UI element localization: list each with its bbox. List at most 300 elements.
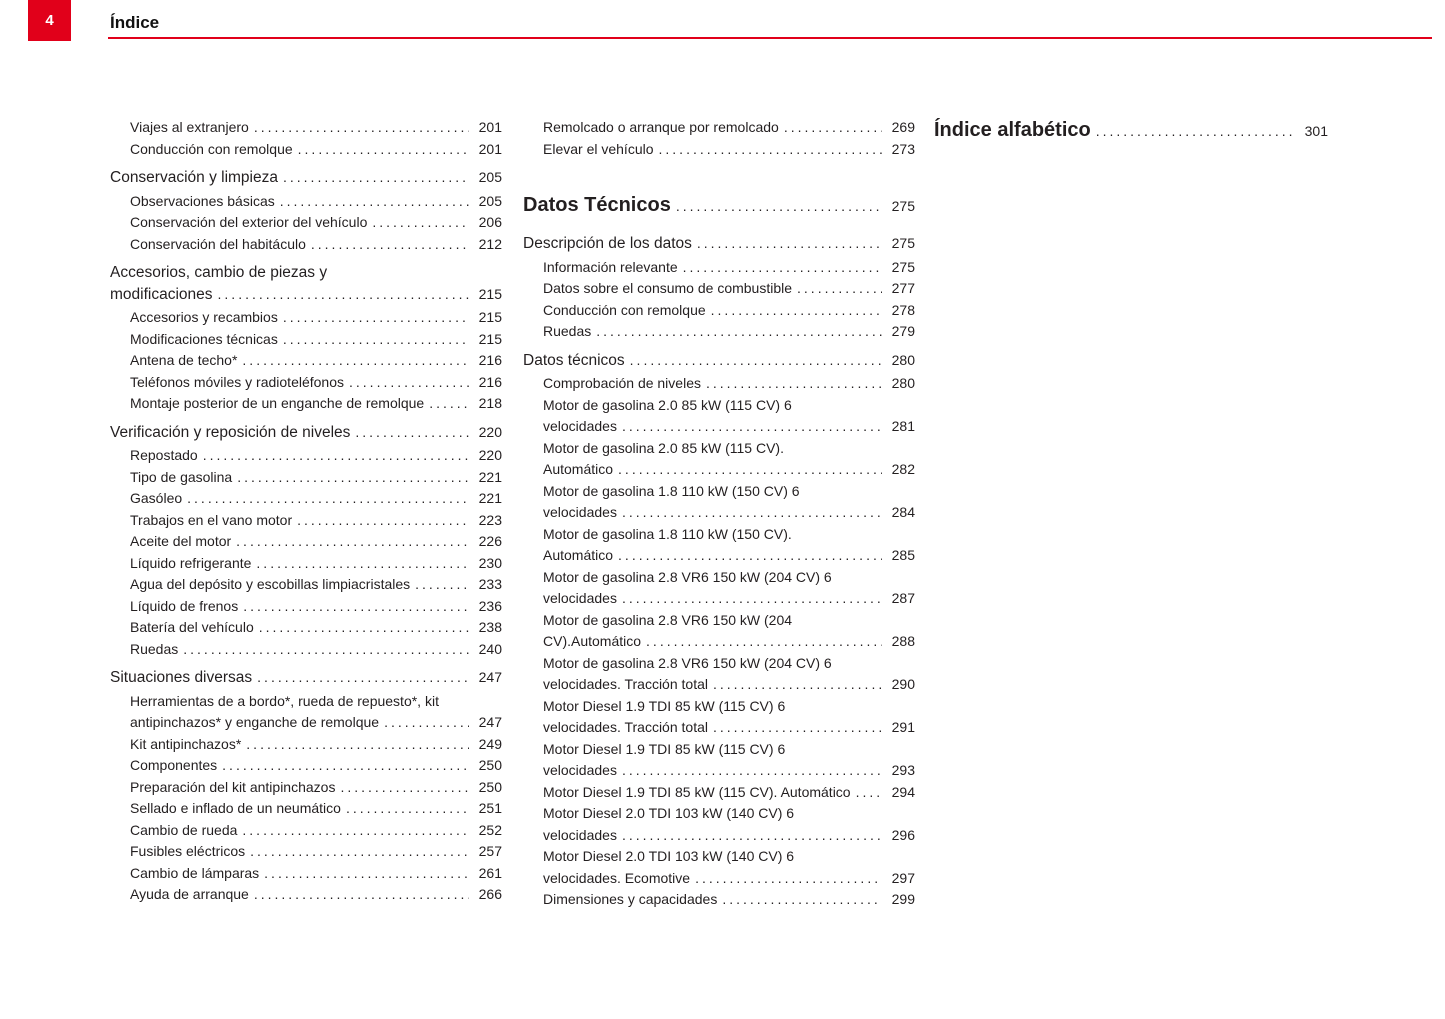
dot-leader	[676, 192, 882, 219]
dot-leader	[355, 422, 469, 444]
toc-page-number: 223	[478, 511, 502, 528]
dot-leader	[203, 445, 469, 467]
toc-page-number: 275	[891, 235, 915, 251]
toc-entry	[110, 798, 502, 820]
toc-page-number: 269	[891, 119, 915, 135]
dot-leader	[340, 777, 469, 799]
toc-entry-row	[130, 212, 502, 234]
dot-leader	[706, 373, 882, 395]
toc-page-number: 215	[478, 285, 502, 302]
toc-entry	[934, 117, 1328, 144]
toc-page-number: 247	[478, 714, 502, 730]
toc-page-number: 226	[478, 533, 502, 549]
dot-leader	[622, 416, 882, 438]
toc-entry-text: Información relevante	[543, 258, 678, 275]
toc-entry-row	[130, 117, 502, 139]
toc-entry	[110, 350, 502, 372]
dot-leader	[242, 820, 469, 842]
toc-entry-row	[543, 631, 915, 653]
dot-leader	[713, 674, 882, 696]
toc-entry-text: velocidades	[543, 504, 617, 520]
toc-entry	[110, 617, 502, 639]
toc-entry-text: Conservación del habitáculo	[130, 235, 306, 252]
dot-leader	[236, 531, 469, 553]
toc-page-number: 275	[891, 198, 915, 214]
dot-leader	[297, 510, 469, 532]
toc-entry-row	[130, 755, 502, 777]
dot-leader	[218, 284, 469, 306]
dot-leader	[283, 167, 469, 189]
toc-page-number: 250	[478, 757, 502, 773]
toc-entry-row	[130, 488, 502, 510]
toc-entry	[110, 445, 502, 467]
toc-entry-text: velocidades	[543, 418, 617, 434]
toc-page-number: 252	[478, 821, 502, 838]
toc-entry-text: Batería del vehículo	[130, 619, 254, 635]
toc-entry-text: Elevar el vehículo	[543, 140, 654, 157]
toc-entry	[110, 139, 502, 161]
toc-entry	[523, 257, 915, 279]
toc-entry	[523, 524, 915, 567]
toc-entry	[110, 167, 502, 189]
toc-entry-row	[130, 734, 502, 756]
dot-leader	[237, 467, 469, 489]
toc-page-number: 277	[891, 280, 915, 296]
toc-entry-row	[110, 422, 502, 444]
toc-entry-row	[130, 510, 502, 532]
dot-leader	[187, 488, 469, 510]
toc-entry-row	[130, 553, 502, 575]
toc-entry-text: Tipo de gasolina	[130, 468, 233, 485]
toc-entry-text: Accesorios, cambio de piezas y	[110, 264, 328, 281]
toc-entry-text: Motor Diesel 1.9 TDI 85 kW (115 CV). Automático	[543, 783, 851, 800]
toc-entry-text: Ruedas	[130, 640, 179, 657]
toc-entry-text: Modificaciones técnicas	[130, 330, 278, 347]
toc-page-number: 290	[891, 676, 915, 692]
toc-entry	[110, 820, 502, 842]
toc-page-number: 216	[478, 373, 502, 390]
toc-entry	[110, 510, 502, 532]
dot-leader	[622, 588, 882, 610]
toc-entry-text: Verificación y reposición de niveles	[110, 423, 351, 441]
dot-leader	[256, 553, 469, 575]
toc-column	[934, 117, 1328, 911]
toc-page-number: 261	[478, 864, 502, 881]
toc-entry-row	[543, 782, 915, 804]
toc-entry	[523, 233, 915, 255]
toc-entry-text: Motor de gasolina 2.8 VR6 150 kW (204 CV) 6	[543, 568, 832, 585]
dot-leader	[257, 667, 469, 689]
dot-leader	[797, 278, 882, 300]
toc-page-number: 233	[478, 576, 502, 592]
toc-entry-text: Datos Técnicos	[523, 194, 671, 216]
toc-page-number: 236	[478, 597, 502, 614]
toc-entry-text: Antena de techo*	[130, 352, 238, 368]
toc-entry	[523, 653, 915, 696]
dot-leader	[346, 798, 469, 820]
toc-entry-text: Trabajos en el vano motor	[130, 511, 293, 528]
dot-leader	[784, 117, 882, 139]
dot-leader	[384, 712, 469, 734]
toc-entry	[110, 574, 502, 596]
toc-page-number: 218	[478, 395, 502, 411]
toc-entry-text: Cambio de lámparas	[130, 864, 260, 881]
toc-page-number: 220	[478, 423, 502, 440]
toc-page-number: 297	[891, 869, 915, 886]
toc-entry-text: Líquido refrigerante	[130, 554, 252, 571]
toc-entry	[110, 191, 502, 213]
toc-page-number: 279	[891, 323, 915, 339]
toc-page-number: 251	[478, 800, 502, 816]
toc-entry-text: Observaciones básicas	[130, 192, 275, 209]
toc-entry-text: Agua del depósito y escobillas limpiacristales	[130, 576, 411, 592]
toc-page-number: 257	[478, 843, 502, 859]
toc-page-number: 212	[478, 235, 502, 252]
toc-entry-text: Repostado	[130, 447, 198, 463]
toc-entry-text: Datos sobre el consumo de combustible	[543, 280, 793, 296]
dot-leader	[630, 350, 882, 372]
dot-leader	[222, 755, 469, 777]
toc-entry-row	[130, 445, 502, 467]
toc-page-number: 249	[478, 735, 502, 752]
toc-entry	[523, 889, 915, 911]
toc-entry	[523, 373, 915, 395]
toc-page-number: 287	[891, 590, 915, 606]
dot-leader	[429, 393, 469, 415]
toc-entry-text: Herramientas de a bordo*, rueda de repuesto*, kit	[130, 692, 439, 709]
toc-entry	[523, 610, 915, 653]
toc-entry-text: Sellado e inflado de un neumático	[130, 800, 341, 816]
toc-columns	[110, 117, 1328, 911]
toc-entry-text: velocidades. Tracción total	[543, 719, 708, 735]
dot-leader	[349, 372, 469, 394]
toc-page-number: 215	[478, 309, 502, 325]
toc-entry	[523, 696, 915, 739]
toc-entry-row	[543, 868, 915, 890]
toc-entry-text: Motor de gasolina 2.8 VR6 150 kW (204 CV) 6	[543, 654, 832, 671]
dot-leader	[618, 545, 882, 567]
toc-page-number: 250	[478, 778, 502, 795]
toc-entry-row	[130, 596, 502, 618]
toc-entry-row	[130, 329, 502, 351]
toc-entry-text: Motor de gasolina 1.8 110 kW (150 CV) 6	[543, 482, 800, 499]
toc-page-number: 301	[1304, 123, 1328, 139]
dot-leader	[622, 760, 882, 782]
toc-entry-text: Montaje posterior de un enganche de remolque	[130, 395, 425, 411]
toc-column	[110, 117, 502, 911]
toc-entry-row	[523, 233, 915, 255]
toc-entry-row	[130, 350, 502, 372]
page-number-box	[28, 0, 71, 41]
toc-entry-row	[543, 760, 915, 782]
toc-entry-text: Teléfonos móviles y radioteléfonos	[130, 373, 345, 390]
toc-entry-row	[130, 393, 502, 415]
toc-entry-text: Motor Diesel 2.0 TDI 103 kW (140 CV) 6	[543, 848, 795, 864]
toc-entry	[523, 567, 915, 610]
toc-entry-row	[130, 712, 502, 734]
toc-entry-row	[523, 192, 915, 219]
toc-entry-row	[543, 588, 915, 610]
toc-page-number: 280	[891, 351, 915, 368]
toc-entry	[523, 117, 915, 139]
dot-leader	[683, 257, 882, 279]
toc-entry-text: Datos técnicos	[523, 351, 625, 369]
dot-leader	[622, 825, 882, 847]
toc-page-number: 221	[478, 468, 502, 485]
toc-entry	[523, 395, 915, 438]
dot-leader	[283, 329, 469, 351]
toc-page-number: 278	[891, 301, 915, 318]
toc-entry-row	[130, 372, 502, 394]
toc-entry-row	[110, 667, 502, 689]
toc-page-number: 238	[478, 619, 502, 635]
toc-entry-row	[543, 416, 915, 438]
dot-leader	[415, 574, 469, 596]
toc-page-number: 240	[478, 640, 502, 657]
toc-entry	[110, 755, 502, 777]
header-rule	[108, 37, 1432, 39]
toc-entry-row	[130, 617, 502, 639]
toc-entry	[523, 139, 915, 161]
toc-entry-row	[543, 139, 915, 161]
toc-page-number: 273	[891, 140, 915, 157]
toc-entry-row	[543, 117, 915, 139]
toc-entry-row	[543, 278, 915, 300]
toc-entry-row	[130, 884, 502, 906]
toc-page-number: 266	[478, 886, 502, 902]
toc-entry	[110, 596, 502, 618]
toc-entry-row	[523, 350, 915, 372]
dot-leader	[298, 139, 469, 161]
dot-leader	[311, 234, 469, 256]
toc-page-number: 247	[478, 669, 502, 685]
toc-page-number: 220	[478, 447, 502, 463]
toc-entry-row	[130, 798, 502, 820]
toc-entry-text: Motor de gasolina 2.8 VR6 150 kW (204	[543, 611, 793, 628]
toc-entry-text: Automático	[543, 547, 614, 563]
dot-leader	[697, 233, 882, 255]
toc-entry	[110, 863, 502, 885]
toc-page-number: 299	[891, 891, 915, 907]
toc-entry	[110, 117, 502, 139]
toc-entry-text: Accesorios y recambios	[130, 309, 278, 325]
dot-leader	[254, 884, 469, 906]
toc-entry-text: modificaciones	[110, 285, 213, 303]
toc-entry	[110, 884, 502, 906]
toc-entry-text: Situaciones diversas	[110, 669, 253, 686]
dot-leader	[722, 889, 882, 911]
toc-entry-text: Motor de gasolina 1.8 110 kW (150 CV).	[543, 525, 792, 542]
dot-leader	[646, 631, 882, 653]
toc-entry	[110, 307, 502, 329]
dot-leader	[695, 868, 882, 890]
toc-entry	[110, 553, 502, 575]
dot-leader	[711, 300, 882, 322]
toc-entry-row	[130, 191, 502, 213]
dot-leader	[283, 307, 469, 329]
toc-entry-row	[130, 234, 502, 256]
toc-entry-row	[130, 820, 502, 842]
toc-page-number: 221	[478, 490, 502, 506]
toc-entry-text: Motor de gasolina 2.0 85 kW (115 CV).	[543, 439, 784, 456]
toc-entry	[523, 321, 915, 343]
toc-entry-text: Motor Diesel 1.9 TDI 85 kW (115 CV) 6	[543, 740, 786, 757]
toc-entry-text: Motor Diesel 2.0 TDI 103 kW (140 CV) 6	[543, 805, 795, 821]
toc-page-number: 291	[891, 719, 915, 735]
toc-entry-text: velocidades. Tracción total	[543, 676, 708, 692]
dot-leader	[183, 639, 469, 661]
dot-leader	[250, 841, 469, 863]
dot-leader	[254, 117, 469, 139]
toc-page-number: 281	[891, 418, 915, 434]
toc-entry-row	[543, 373, 915, 395]
toc-entry-row	[543, 889, 915, 911]
toc-entry	[110, 329, 502, 351]
toc-entry-row	[130, 307, 502, 329]
toc-entry-text: Fusibles eléctricos	[130, 843, 246, 859]
toc-page-number: 296	[891, 826, 915, 843]
toc-entry	[110, 372, 502, 394]
toc-entry	[110, 531, 502, 553]
dot-leader	[1096, 117, 1295, 144]
toc-entry	[110, 667, 502, 689]
page-number: 4	[45, 12, 54, 29]
toc-entry	[523, 192, 915, 219]
toc-entry	[523, 300, 915, 322]
dot-leader	[659, 139, 882, 161]
toc-entry-row	[130, 863, 502, 885]
dot-leader	[618, 459, 882, 481]
toc-entry-text: Remolcado o arranque por remolcado	[543, 119, 779, 135]
toc-entry-text: Kit antipinchazos*	[130, 735, 242, 752]
toc-entry-row	[543, 300, 915, 322]
dot-leader	[372, 212, 469, 234]
toc-page-number: 201	[478, 119, 502, 135]
toc-entry	[523, 350, 915, 372]
toc-entry	[523, 278, 915, 300]
toc-entry-text: CV).Automático	[543, 633, 642, 649]
toc-entry-text: Descripción de los datos	[523, 235, 692, 252]
toc-entry-text: Líquido de frenos	[130, 597, 239, 614]
dot-leader	[622, 502, 882, 524]
toc-entry-text: Conservación y limpieza	[110, 169, 278, 186]
toc-entry-text: Ruedas	[543, 323, 592, 339]
toc-entry	[110, 639, 502, 661]
toc-page-number: 216	[478, 352, 502, 368]
toc-entry	[110, 212, 502, 234]
toc-entry-text: velocidades. Ecomotive	[543, 869, 691, 886]
toc-entry	[110, 262, 502, 305]
toc-entry-row	[543, 825, 915, 847]
dot-leader	[280, 191, 469, 213]
dot-leader	[242, 350, 469, 372]
toc-page-number: 280	[891, 375, 915, 391]
toc-entry-text: Conducción con remolque	[543, 301, 706, 318]
dot-leader	[596, 321, 882, 343]
toc-page-number: 293	[891, 762, 915, 778]
toc-entry-text: Motor de gasolina 2.0 85 kW (115 CV) 6	[543, 396, 792, 413]
toc-entry	[523, 438, 915, 481]
toc-entry	[110, 467, 502, 489]
toc-entry	[110, 234, 502, 256]
toc-entry-row	[130, 467, 502, 489]
toc-entry-row	[543, 257, 915, 279]
toc-entry	[110, 734, 502, 756]
toc-page-number: 230	[478, 554, 502, 571]
toc-entry-row	[130, 777, 502, 799]
toc-entry	[523, 803, 915, 846]
toc-entry-text: velocidades	[543, 762, 617, 778]
dot-leader	[264, 863, 469, 885]
toc-entry-row	[110, 167, 502, 189]
toc-entry-text: Comprobación de niveles	[543, 375, 701, 391]
toc-page-number: 206	[478, 214, 502, 230]
toc-entry-text: Cambio de rueda	[130, 821, 238, 838]
toc-entry-text: Aceite del motor	[130, 533, 232, 549]
toc-entry-text: Conducción con remolque	[130, 140, 293, 157]
toc-entry-row	[130, 139, 502, 161]
toc-entry-row	[543, 459, 915, 481]
toc-entry-text: Índice alfabético	[934, 119, 1091, 141]
toc-entry-row	[543, 545, 915, 567]
toc-entry-text: Conservación del exterior del vehículo	[130, 214, 368, 230]
toc-page-number: 284	[891, 504, 915, 520]
toc-page-number: 294	[891, 783, 915, 800]
toc-entry-text: Preparación del kit antipinchazos	[130, 778, 336, 795]
toc-entry-text: Motor Diesel 1.9 TDI 85 kW (115 CV) 6	[543, 697, 786, 714]
toc-entry-row	[130, 574, 502, 596]
toc-entry-row	[130, 639, 502, 661]
toc-entry-text: Automático	[543, 461, 614, 477]
toc-entry-row	[934, 117, 1328, 144]
toc-page-number: 285	[891, 547, 915, 563]
toc-entry-text: Gasóleo	[130, 490, 183, 506]
toc-entry-row	[130, 841, 502, 863]
toc-page-number: 201	[478, 140, 502, 157]
toc-entry	[110, 841, 502, 863]
dot-leader	[243, 596, 469, 618]
toc-column	[523, 117, 915, 911]
toc-entry-text: velocidades	[543, 826, 617, 843]
toc-entry	[110, 393, 502, 415]
toc-entry-text: velocidades	[543, 590, 617, 606]
toc-entry-row	[543, 502, 915, 524]
toc-entry	[110, 691, 502, 734]
dot-leader	[856, 782, 882, 804]
toc-entry-row	[130, 531, 502, 553]
toc-page-number: 205	[478, 169, 502, 185]
dot-leader	[713, 717, 882, 739]
toc-entry	[110, 422, 502, 444]
toc-entry-text: Ayuda de arranque	[130, 886, 249, 902]
page-title: Índice	[110, 13, 160, 32]
toc-entry-text: Viajes al extranjero	[130, 119, 249, 135]
toc-entry	[523, 481, 915, 524]
toc-entry	[523, 739, 915, 782]
toc-entry-row	[543, 674, 915, 696]
dot-leader	[259, 617, 469, 639]
toc-entry	[110, 777, 502, 799]
toc-entry-row	[543, 321, 915, 343]
toc-page-number: 288	[891, 633, 915, 649]
toc-entry-text: antipinchazos* y enganche de remolque	[130, 714, 380, 730]
toc-page-number: 275	[891, 258, 915, 275]
dot-leader	[246, 734, 469, 756]
toc-entry-row	[543, 717, 915, 739]
toc-page-number: 215	[478, 330, 502, 347]
toc-entry	[110, 488, 502, 510]
toc-entry	[523, 782, 915, 804]
